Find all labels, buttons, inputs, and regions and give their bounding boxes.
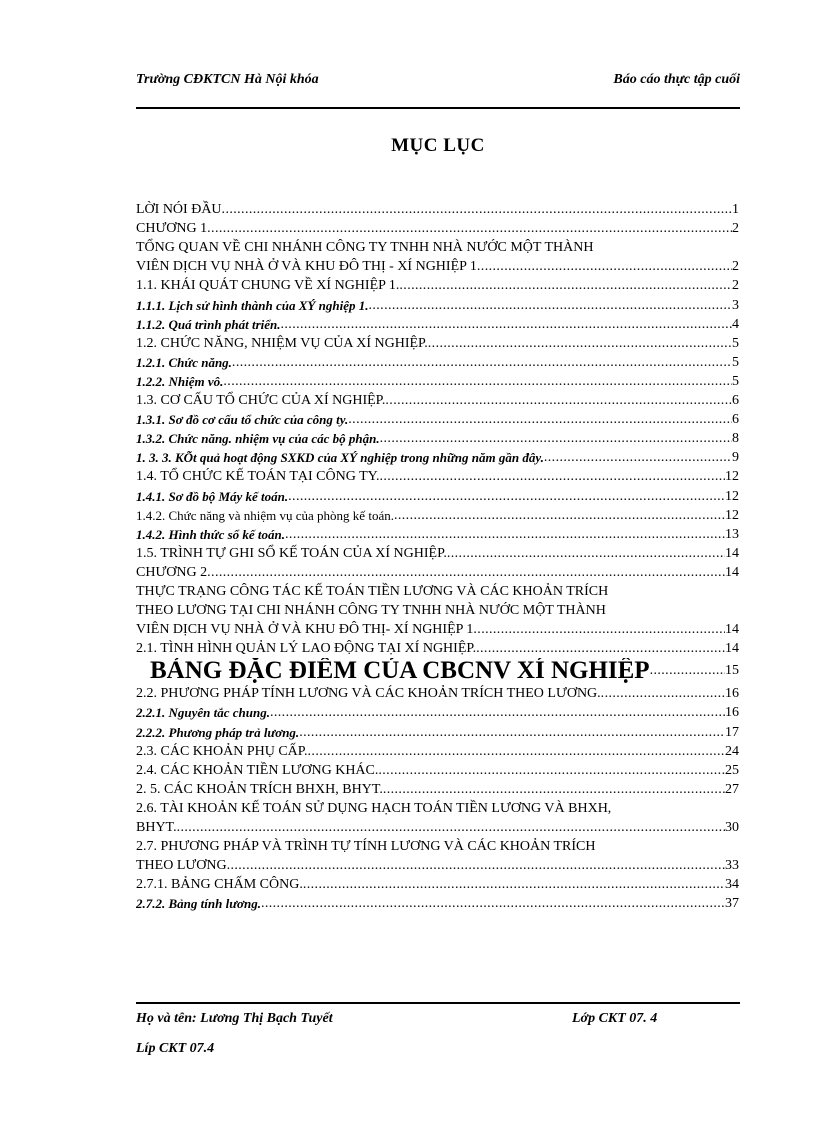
toc-page-number: 27 xyxy=(725,781,739,797)
class-label-repeat: Líp CKT 07.4 xyxy=(136,1041,215,1056)
toc-entry-title: VIÊN DỊCH VỤ NHÀ Ở VÀ KHU ĐÔ THỊ- XÍ NGHIỆP 1 xyxy=(136,622,474,638)
toc-entry-title: 1. 3. 3. KÕt quả hoạt động SXKD của XÝ nghiệp trong những năm gần đây. xyxy=(136,450,544,466)
toc-entry xyxy=(136,582,739,601)
toc-entry-title: 1.2. CHỨC NĂNG, NHIỆM VỤ CỦA XÍ NGHIỆP. xyxy=(136,335,428,351)
toc-page-number: 13 xyxy=(725,526,739,542)
toc-dot-leader xyxy=(285,525,725,544)
toc-entry xyxy=(136,639,739,658)
toc-dot-leader xyxy=(428,334,732,353)
toc-page-number: 6 xyxy=(732,393,739,409)
toc-entry xyxy=(136,799,739,818)
page-title: MỤC LỤC xyxy=(391,135,485,156)
toc-entry-title: LỜI NÓI ĐẦU xyxy=(136,202,222,218)
toc-entry xyxy=(136,658,739,684)
toc-dot-leader xyxy=(476,639,725,658)
toc-entry xyxy=(136,276,739,295)
toc-page-number: 4 xyxy=(732,316,739,332)
toc-dot-leader xyxy=(544,448,732,467)
toc-entry xyxy=(136,315,739,334)
toc-page-number: 15 xyxy=(725,663,739,679)
toc-page-number: 8 xyxy=(732,431,739,447)
toc-dot-leader xyxy=(288,487,725,506)
toc-page-number: 14 xyxy=(725,622,739,638)
toc-entry xyxy=(136,684,739,703)
toc-page-number: 2 xyxy=(732,221,739,237)
toc-dot-leader xyxy=(380,429,732,448)
toc-entry xyxy=(136,295,739,314)
toc-entry xyxy=(136,875,739,894)
table-of-contents xyxy=(136,200,739,913)
toc-entry xyxy=(136,429,739,448)
toc-entry xyxy=(136,410,739,429)
toc-page-number: 12 xyxy=(725,488,739,504)
toc-dot-leader xyxy=(281,315,733,334)
toc-page-number: 6 xyxy=(732,412,739,428)
toc-entry xyxy=(136,563,739,582)
toc-page-number: 1 xyxy=(732,202,739,218)
toc-entry xyxy=(136,780,739,799)
toc-dot-leader xyxy=(378,761,725,780)
toc-dot-leader xyxy=(447,544,725,563)
toc-entry xyxy=(136,601,739,620)
toc-entry xyxy=(136,818,739,837)
report-title: Báo cáo thực tập cuối xyxy=(613,72,740,87)
toc-page-number: 2 xyxy=(732,278,739,294)
toc-entry xyxy=(136,506,739,525)
toc-page-number: 12 xyxy=(725,507,739,523)
toc-entry xyxy=(136,837,739,856)
toc-entry-title: 1.3. CƠ CẤU TỔ CHỨC CỦA XÍ NGHIỆP. xyxy=(136,393,386,409)
toc-dot-leader xyxy=(227,856,725,875)
toc-dot-leader xyxy=(177,818,725,837)
toc-page-number: 33 xyxy=(725,858,739,874)
toc-entry xyxy=(136,200,739,219)
toc-entry xyxy=(136,391,739,410)
toc-entry-title: VIÊN DỊCH VỤ NHÀ Ở VÀ KHU ĐÔ THỊ - XÍ NGHIỆP 1 xyxy=(136,259,477,275)
toc-page-number: 16 xyxy=(725,705,739,721)
toc-page-number: 5 xyxy=(732,335,739,351)
class-label: Lớp CKT 07. 4 xyxy=(572,1011,658,1026)
toc-page-number: 14 xyxy=(725,545,739,561)
toc-page-number: 30 xyxy=(725,820,739,835)
toc-page-number: 12 xyxy=(725,469,739,485)
toc-entry xyxy=(136,486,739,505)
toc-entry xyxy=(136,620,739,639)
toc-page-number: 16 xyxy=(725,686,739,702)
toc-entry-title: 2.1. TÌNH HÌNH QUẢN LÝ LAO ĐỘNG TẠI XÍ NGHIỆP. xyxy=(136,641,477,657)
toc-entry-title: 2.3. CÁC KHOẢN PHỤ CẤP. xyxy=(136,743,308,759)
toc-entry-title: 2.7. PHƯƠNG PHÁP VÀ TRÌNH TỰ TÍNH LƯƠNG VÀ CÁC KHOẢN TRÍCH xyxy=(136,839,596,855)
toc-entry-title: 2.2.1. Nguyên tắc chung. xyxy=(136,705,270,721)
toc-entry xyxy=(136,219,739,238)
toc-page-number: 34 xyxy=(725,877,739,893)
toc-entry-title: 2.7.1. BẢNG CHẤM CÔNG. xyxy=(136,877,303,893)
toc-entry-title: 1.2.1. Chức năng. xyxy=(136,354,232,370)
toc-page-number: 3 xyxy=(732,297,739,313)
toc-dot-leader xyxy=(207,563,725,582)
toc-entry-title: THEO LƯƠNG xyxy=(136,858,227,874)
toc-page-number: 14 xyxy=(725,564,739,580)
toc-entry xyxy=(136,257,739,276)
toc-entry xyxy=(136,742,739,761)
toc-entry-title: 1.1.2. Quá trình phát triển. xyxy=(136,316,281,332)
toc-page-number: 17 xyxy=(725,724,739,740)
toc-dot-leader xyxy=(383,780,725,799)
student-name: Họ và tên: Lương Thị Bạch Tuyết xyxy=(136,1011,333,1026)
toc-dot-leader xyxy=(261,894,725,913)
toc-dot-leader xyxy=(303,875,725,894)
toc-entry xyxy=(136,372,739,391)
toc-entry-title: 1.4.2. Hình thức sổ kế toán. xyxy=(136,526,286,542)
toc-entry-title: 1.5. TRÌNH TỰ GHI SỔ KẾ TOÁN CỦA XÍ NGHIỆP. xyxy=(136,545,447,561)
toc-entry-title: 2.7.2. Bảng tính lương. xyxy=(136,896,261,912)
toc-entry-title: TỔNG QUAN VỀ CHI NHÁNH CÔNG TY TNHH NHÀ NƯỚC MỘT THÀNH xyxy=(136,240,594,256)
toc-entry xyxy=(136,544,739,563)
toc-dot-leader xyxy=(473,620,725,639)
toc-dot-leader xyxy=(379,467,725,486)
toc-entry xyxy=(136,448,739,467)
toc-entry xyxy=(136,525,739,544)
toc-dot-leader xyxy=(385,391,732,410)
toc-entry xyxy=(136,467,739,486)
toc-entry-title: 2.4. CÁC KHOẢN TIỀN LƯƠNG KHÁC. xyxy=(136,762,379,778)
toc-entry-title: 1.4.2. Chức năng và nhiệm vụ của phòng kế toán. xyxy=(136,507,394,523)
toc-entry-title: THEO LƯƠNG TẠI CHI NHÁNH CÔNG TY TNHH NHÀ NƯỚC MỘT THÀNH xyxy=(136,603,606,619)
toc-page-number: 25 xyxy=(725,762,739,778)
toc-entry-title: 2.2. PHƯƠNG PHÁP TÍNH LƯƠNG VÀ CÁC KHOẢN TRÍCH THEO LƯƠNG. xyxy=(136,686,601,702)
toc-page-number: 9 xyxy=(732,450,739,466)
toc-dot-leader xyxy=(394,506,725,525)
toc-entry-title: CHƯƠNG 2 xyxy=(136,564,208,580)
toc-dot-leader xyxy=(399,276,732,295)
toc-entry xyxy=(136,722,739,741)
toc-page-number: 14 xyxy=(725,641,739,657)
toc-entry-title: CHƯƠNG 1 xyxy=(136,221,208,237)
footer-rule xyxy=(136,1002,740,1004)
toc-entry xyxy=(136,353,739,372)
toc-entry xyxy=(136,238,739,257)
toc-entry xyxy=(136,894,739,913)
toc-page-number: 2 xyxy=(732,259,739,275)
toc-dot-leader xyxy=(308,742,725,761)
toc-page-number: 37 xyxy=(725,896,739,912)
toc-dot-leader xyxy=(223,372,732,391)
toc-entry xyxy=(136,703,739,722)
toc-dot-leader xyxy=(299,723,725,742)
toc-entry-title: 1.4.1. Sơ đồ bộ Máy kế toán. xyxy=(136,488,289,504)
toc-entry-title: THỰC TRẠNG CÔNG TÁC KẾ TOÁN TIỀN LƯƠNG VÀ CÁC KHOẢN TRÍCH xyxy=(136,583,609,599)
toc-entry xyxy=(136,856,739,875)
toc-entry-title: 1.1. KHÁI QUÁT CHUNG VỀ XÍ NGHIỆP 1. xyxy=(136,278,400,294)
toc-entry xyxy=(136,761,739,780)
toc-dot-leader xyxy=(601,684,725,703)
toc-page-number: 5 xyxy=(732,373,739,389)
toc-dot-leader xyxy=(477,257,732,276)
toc-entry-title: 1.4. TỔ CHỨC KẾ TOÁN TẠI CÔNG TY. xyxy=(136,469,380,485)
toc-page-number: 5 xyxy=(732,354,739,370)
toc-entry-title: 2.2.2. Phương pháp trả lương. xyxy=(136,724,300,740)
toc-entry-title: 1.3.1. Sơ đồ cơ cấu tổ chức của công ty. xyxy=(136,412,349,428)
toc-entry-title: 1.1.1. Lịch sử hình thành của XÝ nghiệp 1. xyxy=(136,297,369,313)
toc-dot-leader xyxy=(650,658,725,684)
toc-page-number: 24 xyxy=(725,743,739,759)
toc-dot-leader xyxy=(270,703,725,722)
toc-entry-title: BHYT. xyxy=(136,820,177,835)
toc-entry xyxy=(136,334,739,353)
header-rule xyxy=(136,107,740,109)
toc-dot-leader xyxy=(368,296,732,315)
toc-entry-title: 1.2.2. Nhiệm vô. xyxy=(136,373,224,389)
toc-entry-title: 2. 5. CÁC KHOẢN TRÍCH BHXH, BHYT. xyxy=(136,781,383,797)
toc-entry-title: BẢNG ĐẶC ĐIỂM CỦA CBCNV XÍ NGHIỆP xyxy=(150,658,650,685)
toc-dot-leader xyxy=(222,200,732,219)
toc-dot-leader xyxy=(232,353,732,372)
toc-entry-title: 1.3.2. Chức năng. nhiệm vụ của các bộ phận. xyxy=(136,431,380,447)
toc-dot-leader xyxy=(207,219,732,238)
toc-entry-title: 2.6. TÀI KHOẢN KẾ TOÁN SỬ DỤNG HẠCH TOÁN TIỀN LƯƠNG VÀ BHXH, xyxy=(136,800,612,816)
school-name: Trường CĐKTCN Hà Nội khóa xyxy=(136,72,319,87)
toc-dot-leader xyxy=(348,410,732,429)
